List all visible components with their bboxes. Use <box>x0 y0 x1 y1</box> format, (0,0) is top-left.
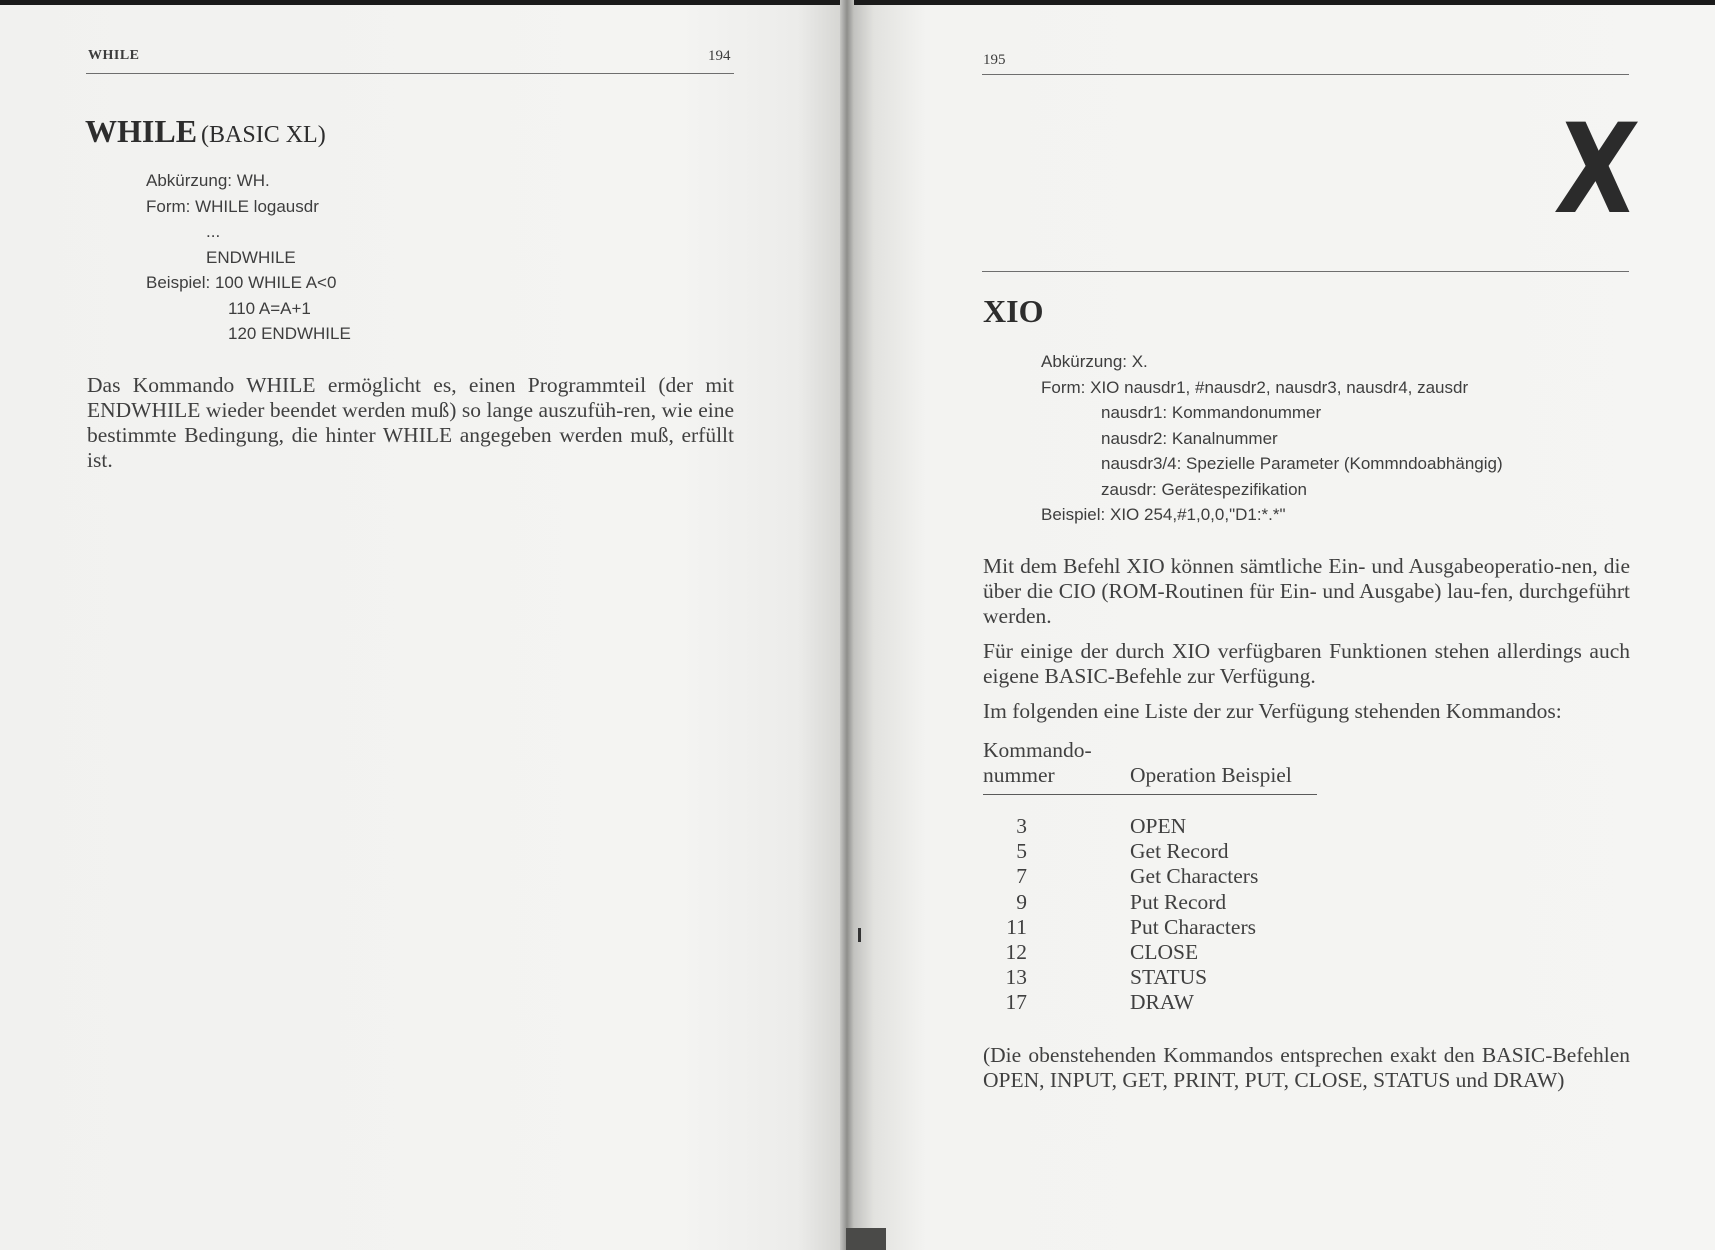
table-header-rule <box>983 794 1317 795</box>
book-spine <box>840 0 854 1250</box>
command-operation: OPEN <box>1130 814 1187 838</box>
while-paragraph: Das Kommando WHILE ermöglicht es, einen Programmteil (der mit ENDWHILE wieder beendet werden muß) so lange auszufüh-ren, wie eine bestimmte Bedingung, die hinter WHILE angegeben werden muß, erfüllt ist. <box>87 373 734 472</box>
xio-paragraph-4: (Die obenstehenden Kommandos entsprechen exakt den BASIC-Befehlen OPEN, INPUT, GET, PRINT, PUT, CLOSE, STATUS und DRAW) <box>983 1043 1630 1092</box>
xio-param-4: zausdr: Gerätespezifikation <box>1101 479 1307 499</box>
table-header-number: Kommando-nummer <box>983 738 1092 787</box>
xio-form: Form: XIO nausdr1, #nausdr2, nausdr3, nausdr4, zausdr <box>1041 377 1469 397</box>
spine-shadow <box>846 1228 886 1250</box>
while-form: Form: WHILE logausdr <box>146 196 319 216</box>
section-letter: X <box>1549 98 1644 242</box>
section-divider-rule <box>982 271 1629 272</box>
while-description <box>87 373 734 483</box>
while-form-ellipsis: ... <box>206 222 221 241</box>
xio-title: XIO <box>983 293 1044 329</box>
while-subtitle: (BASIC XL) <box>201 122 326 148</box>
xio-param-2: nausdr2: Kanalnummer <box>1101 428 1278 448</box>
command-number: 9 <box>1016 889 1027 914</box>
left-page <box>0 5 848 1250</box>
while-abbr: Abkürzung: WH. <box>146 171 270 190</box>
while-entry-title <box>85 113 326 150</box>
while-form-end: ENDWHILE <box>206 247 296 267</box>
xio-description <box>983 554 1630 734</box>
right-header-rule <box>982 74 1629 75</box>
spine-mark <box>858 928 861 942</box>
while-syntax-block <box>146 168 351 347</box>
xio-syntax-block <box>1041 349 1503 528</box>
command-operation: Get Record <box>1130 839 1229 864</box>
command-number: 11 <box>1006 914 1027 939</box>
xio-param-1: nausdr1: Kommandonummer <box>1101 403 1322 422</box>
xio-paragraph-3: Im folgenden eine Liste der zur Verfügung stehenden Kommandos: <box>983 699 1562 723</box>
right-page-number: 195 <box>983 52 1006 68</box>
command-operation: CLOSE <box>1130 939 1199 964</box>
command-number: 13 <box>1005 965 1027 990</box>
table-header-operation: Operation Beispiel <box>1130 763 1292 787</box>
while-example-2: 110 A=A+1 <box>228 298 311 318</box>
left-running-head: WHILE <box>88 48 140 63</box>
command-number: 7 <box>1016 864 1027 889</box>
xio-paragraph-2: Für einige der durch XIO verfügbaren Funktionen stehen allerdings auch eigene BASIC-Befehle zur Verfügung. <box>983 639 1630 688</box>
while-example-3: 120 ENDWHILE <box>228 324 351 343</box>
command-number: 5 <box>1016 839 1027 864</box>
xio-param-3: nausdr3/4: Spezielle Parameter (Kommndoabhängig) <box>1101 454 1503 473</box>
command-operation: Get Characters <box>1130 864 1259 889</box>
command-number: 17 <box>1005 990 1027 1015</box>
command-operation: Put Record <box>1130 889 1227 914</box>
command-number: 3 <box>1016 814 1027 838</box>
xio-footnote <box>983 1043 1630 1103</box>
left-header-rule <box>86 73 734 74</box>
command-operation: DRAW <box>1130 990 1194 1015</box>
command-operation: STATUS <box>1130 965 1208 990</box>
command-operation: Put Characters <box>1130 914 1256 939</box>
left-page-number: 194 <box>708 48 731 64</box>
while-title: WHILE <box>85 113 198 149</box>
xio-example: Beispiel: XIO 254,#1,0,0,"D1:*.*" <box>1041 505 1286 524</box>
xio-abbr: Abkürzung: X. <box>1041 352 1148 371</box>
command-number: 12 <box>1005 939 1027 964</box>
xio-paragraph-1: Mit dem Befehl XIO können sämtliche Ein- und Ausgabeoperatio-nen, die über die CIO (ROM-Routinen für Ein- und Ausgabe) lau-fen, durchgeführt werden. <box>983 554 1630 628</box>
while-example-1: Beispiel: 100 WHILE A<0 <box>146 273 337 292</box>
